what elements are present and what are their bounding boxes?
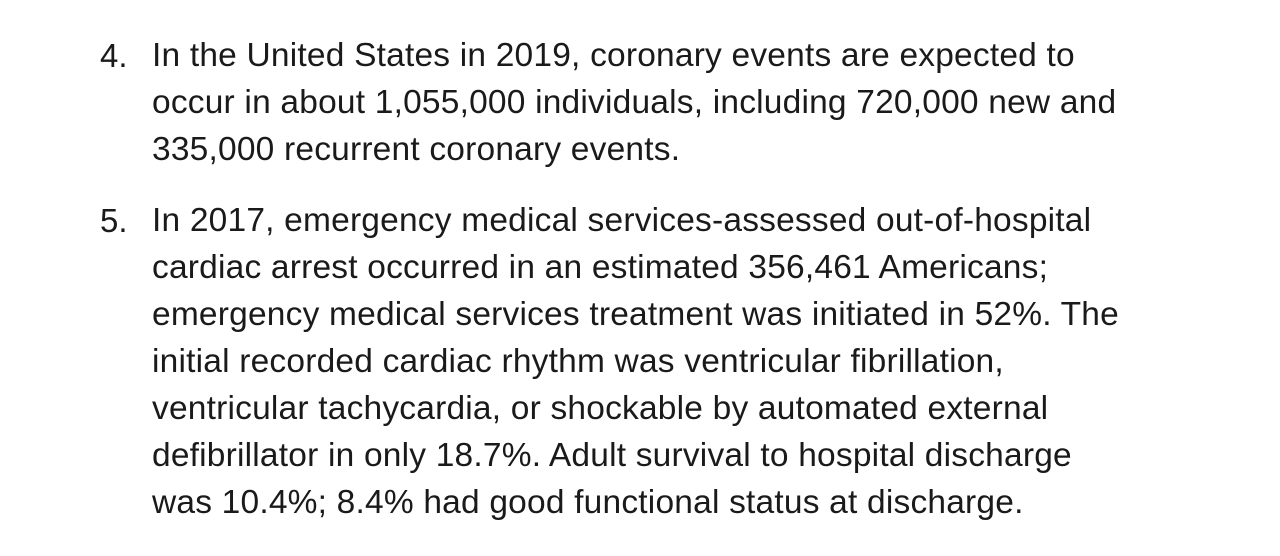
list-item-text: initial recorded cardiac rhythm was ventricular fibrillation, <box>152 343 1004 380</box>
list-item-text: occur in about 1,055,000 individuals, including 720,000 new and <box>152 84 1117 121</box>
list-item-text: 335,000 recurrent coronary events. <box>152 131 681 168</box>
list-item-text: defibrillator in only 18.7%. Adult survival to hospital discharge <box>152 437 1072 474</box>
list-item <box>100 197 1119 526</box>
numbered-list <box>100 32 1119 550</box>
list-item-text: ventricular tachycardia, or shockable by automated external <box>152 390 1049 427</box>
list-item-text: cardiac arrest occurred in an estimated 356,461 Americans; <box>152 249 1049 286</box>
list-item-text: emergency medical services treatment was initiated in 52%. The <box>152 296 1119 333</box>
list-item-text: In 2017, emergency medical services-assessed out-of-hospital <box>152 202 1092 239</box>
list-item-number: 4. <box>100 37 128 74</box>
list-item <box>100 32 1119 173</box>
list-item-text: was 10.4%; 8.4% had good functional status at discharge. <box>152 484 1024 521</box>
list-item-number: 5. <box>100 202 128 239</box>
list-item-text: In the United States in 2019, coronary events are expected to <box>152 37 1075 74</box>
